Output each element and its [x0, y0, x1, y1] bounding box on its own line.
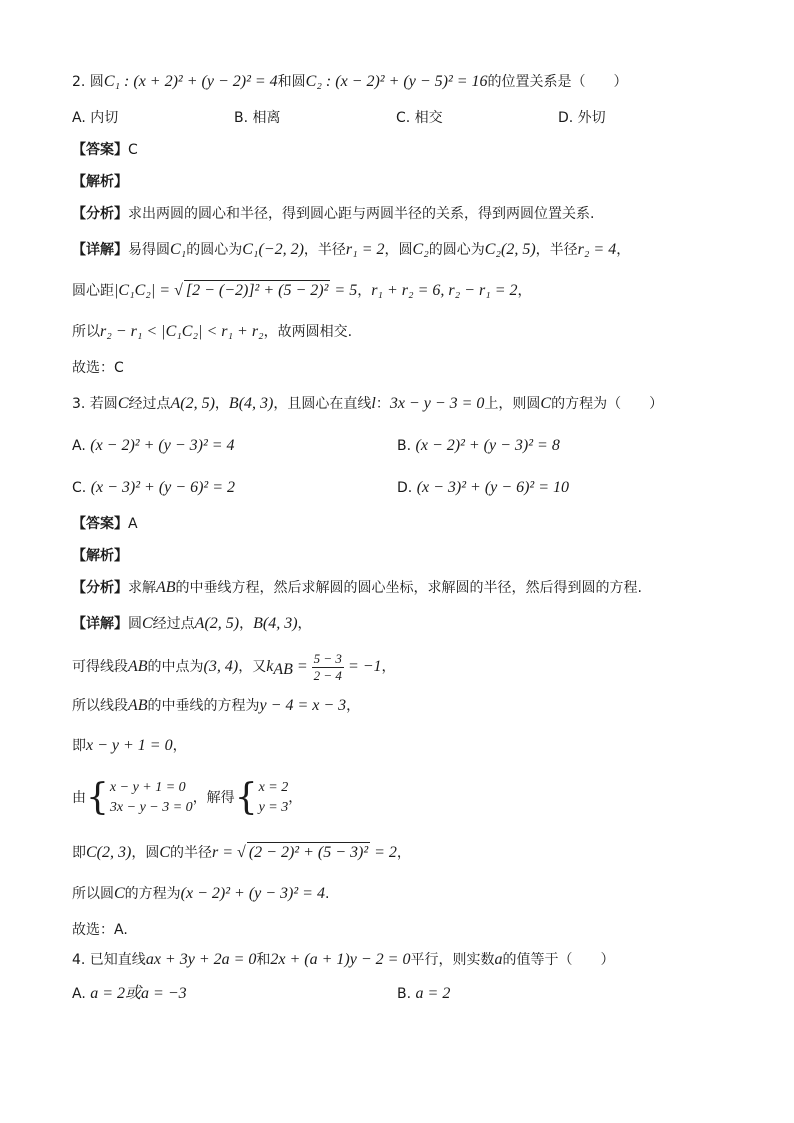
q2-options	[72, 108, 734, 128]
math: C₁	[170, 241, 187, 258]
text: ，故两圆相交.	[263, 324, 353, 340]
text: 4. 已知直线	[72, 952, 146, 968]
q2-stem-text: 的位置关系是（ ）	[487, 74, 628, 90]
text: ，	[346, 698, 361, 714]
math: (x − 2)² + (y − 3)² = 4	[180, 885, 325, 902]
text: 的中点为	[147, 659, 204, 675]
text: 即	[72, 845, 86, 861]
option-label: D.	[397, 480, 413, 496]
math: r₂ = 4	[577, 241, 617, 258]
text: 圆	[128, 616, 142, 632]
text: 经过点	[128, 396, 171, 412]
q2-detail-line3	[72, 322, 734, 342]
math: (3, 4)	[203, 658, 239, 675]
system-row: y = 3	[258, 800, 289, 815]
q3-detail-line6	[72, 842, 734, 863]
q2-option-c: C. 相交	[396, 110, 443, 126]
option-label: A.	[72, 438, 86, 454]
q3-detail-line4	[72, 736, 734, 756]
q2-option-a: A. 内切	[72, 110, 119, 126]
q3-detail-line5	[72, 776, 734, 820]
slope-fraction	[312, 651, 344, 684]
text: ，半径	[303, 242, 346, 258]
math: C	[159, 844, 170, 861]
q4-stem	[72, 950, 734, 970]
option-equation: a = 2或a = −3	[90, 985, 187, 1002]
text: ，	[381, 659, 396, 675]
math: a	[494, 951, 503, 968]
text: 所以圆	[72, 886, 114, 902]
math: C₂(2, 5)	[484, 241, 536, 258]
text: ，	[616, 242, 631, 258]
q3-options-row1	[72, 436, 734, 456]
solution-system	[235, 778, 289, 818]
equation-system	[86, 778, 193, 818]
fraction-denominator: 2 − 4	[313, 667, 342, 683]
q3-detail-line3	[72, 696, 734, 716]
q2-stem-text: 和圆	[277, 74, 306, 90]
math: l	[371, 395, 376, 412]
answer-tag: 【答案】	[72, 516, 128, 532]
system-row: 3x − y − 3 = 0	[109, 800, 193, 815]
option-equation: (x − 3)² + (y − 6)² = 10	[416, 479, 569, 496]
option-equation: (x − 3)² + (y − 6)² = 2	[90, 479, 235, 496]
system-row: x = 2	[258, 780, 289, 795]
math: x − y + 1 = 0	[86, 737, 173, 754]
text: 的方程为	[124, 886, 181, 902]
option-label: B.	[397, 438, 412, 454]
math: C	[117, 395, 129, 412]
q2-jiexi	[72, 172, 734, 192]
q3-jiexi	[72, 546, 734, 566]
text: 平行，则实数	[410, 952, 495, 968]
text: 的中垂线方程，然后求解圆的圆心坐标，求解圆的半径，然后得到圆的方程.	[175, 580, 642, 596]
detail-tag: 【详解】	[72, 616, 128, 632]
text: ，	[357, 283, 372, 299]
math: k	[266, 658, 274, 675]
system-rows	[259, 778, 289, 818]
brace: {	[234, 777, 258, 818]
jiexi-tag: 【解析】	[72, 548, 128, 564]
text: 即	[72, 738, 86, 754]
math: = 5	[330, 282, 358, 299]
math: r₂ − r₁ < |C₁C₂| < r₁ + r₂	[100, 323, 264, 340]
q2-answer	[72, 140, 734, 160]
text: ，且圆心在直线	[273, 396, 372, 412]
text: 的值等于（ ）	[502, 952, 615, 968]
text: ，半径	[535, 242, 578, 258]
q3-option-a	[72, 436, 397, 456]
option-equation: (x − 2)² + (y − 3)² = 8	[415, 437, 560, 454]
math: C(2, 3)	[86, 844, 132, 861]
math: ax + 3y + 2a = 0	[145, 951, 257, 968]
math: = 2	[370, 844, 397, 861]
fraction-numerator: 5 − 3	[313, 650, 342, 666]
q2-fenxi	[72, 204, 734, 224]
text: ，又	[238, 659, 267, 675]
math: B(4, 3)	[253, 615, 298, 632]
text: ，圆	[131, 845, 160, 861]
math: AB	[156, 579, 176, 596]
q2-detail-line1	[72, 240, 734, 260]
q2-conclusion	[72, 358, 734, 378]
q3-answer-value: A	[128, 516, 138, 532]
system-row: x − y + 1 = 0	[109, 780, 186, 795]
option-label: B.	[397, 986, 412, 1002]
text: ，	[396, 845, 411, 861]
q3-detail-line2	[72, 650, 734, 687]
option-equation: a = 2	[415, 985, 451, 1002]
answer-tag: 【答案】	[72, 142, 128, 158]
text: 的中垂线的方程为	[147, 698, 260, 714]
sqrt-sign: √	[237, 844, 246, 861]
math-radicand: [2 − (−2)]² + (5 − 2)²	[185, 282, 329, 299]
math: C₂	[412, 241, 429, 258]
text: 的方程为（ ）	[551, 396, 664, 412]
text: ，	[214, 396, 229, 412]
math: C	[142, 615, 153, 632]
text: 求解	[128, 580, 156, 596]
q3-conclusion-text: 故选：A.	[72, 922, 128, 938]
text: ，	[517, 283, 532, 299]
q3-stem	[72, 394, 734, 414]
q2-stem-text: 2. 圆	[72, 74, 104, 90]
q2-answer-value: C	[128, 142, 138, 158]
math: r₁ + r₂ = 6, r₂ − r₁ = 2	[371, 282, 518, 299]
text: 上，则圆	[484, 396, 541, 412]
q3-fenxi	[72, 578, 734, 598]
math: r₁ = 2	[345, 241, 385, 258]
q2-option-d: D. 外切	[558, 110, 606, 126]
math: A(2, 5)	[170, 395, 215, 412]
text: 的半径	[170, 845, 212, 861]
math: AB	[128, 697, 148, 714]
q3-option-c	[72, 478, 397, 498]
sqrt-sign: √	[174, 282, 183, 299]
q2-circle-c1-equation: C₁ : (x + 2)² + (y − 2)² = 4	[103, 73, 278, 90]
math: C	[540, 395, 552, 412]
math: 3x − y − 3 = 0	[389, 395, 485, 412]
q2-conclusion-text: 故选：C	[72, 360, 124, 376]
q3-conclusion	[72, 920, 734, 940]
q3-option-d	[397, 478, 722, 498]
option-equation: (x − 2)² + (y − 3)² = 4	[90, 437, 235, 454]
system-rows	[110, 778, 193, 818]
q3-options-row2	[72, 478, 734, 498]
text: ，	[288, 790, 303, 806]
math: = −1	[343, 658, 382, 675]
fenxi-tag: 【分析】	[72, 206, 128, 222]
text: 的圆心为	[428, 242, 485, 258]
text: 所以线段	[72, 698, 128, 714]
jiexi-tag: 【解析】	[72, 174, 128, 190]
text: 的圆心为	[186, 242, 243, 258]
text: 3. 若圆	[72, 396, 118, 412]
q4-option-a	[72, 984, 397, 1004]
text: 经过点	[152, 616, 195, 632]
math: B(4, 3)	[228, 395, 274, 412]
text: 圆心距	[72, 283, 114, 299]
text: 易得圆	[128, 242, 170, 258]
q4-options-row1	[72, 984, 734, 1004]
text: ，圆	[384, 242, 413, 258]
text: ：	[375, 396, 390, 412]
q2-detail-line2	[72, 280, 734, 301]
text: 由	[72, 790, 86, 806]
q2-circle-c2-equation: C₂ : (x − 2)² + (y − 5)² = 16	[305, 73, 488, 90]
text: .	[324, 886, 330, 902]
math: y − 4 = x − 3	[259, 697, 347, 714]
math: AB	[128, 658, 148, 675]
text: ，	[172, 738, 187, 754]
math: r =	[212, 844, 238, 861]
q3-answer	[72, 514, 734, 534]
math-subscript: AB	[273, 661, 293, 678]
fenxi-tag: 【分析】	[72, 580, 128, 596]
text: ，	[297, 616, 312, 632]
math: C₁(−2, 2)	[242, 241, 304, 258]
text: 和	[256, 952, 271, 968]
q4-option-b	[397, 984, 722, 1004]
math: C	[114, 885, 125, 902]
math: A(2, 5)	[194, 615, 240, 632]
q3-detail-line1	[72, 614, 734, 634]
math: |C₁C₂| =	[114, 282, 175, 299]
q3-option-b	[397, 436, 722, 456]
q2-fenxi-text: 求出两圆的圆心和半径，得到圆心距与两圆半径的关系，得到两圆位置关系.	[128, 206, 595, 222]
text: ，	[239, 616, 254, 632]
math: 2x + (a + 1)y − 2 = 0	[270, 951, 411, 968]
q2-option-b: B. 相离	[234, 110, 281, 126]
brace: {	[86, 777, 109, 818]
math: =	[292, 658, 312, 675]
text: 所以	[72, 324, 100, 340]
option-label: A.	[72, 986, 86, 1002]
q3-detail-line7	[72, 884, 734, 904]
text: 可得线段	[72, 659, 128, 675]
math-radicand: (2 − 2)² + (5 − 3)²	[248, 844, 369, 861]
q2-stem	[72, 72, 734, 92]
text: ，解得	[192, 790, 235, 806]
option-label: C.	[72, 480, 87, 496]
detail-tag: 【详解】	[72, 242, 128, 258]
